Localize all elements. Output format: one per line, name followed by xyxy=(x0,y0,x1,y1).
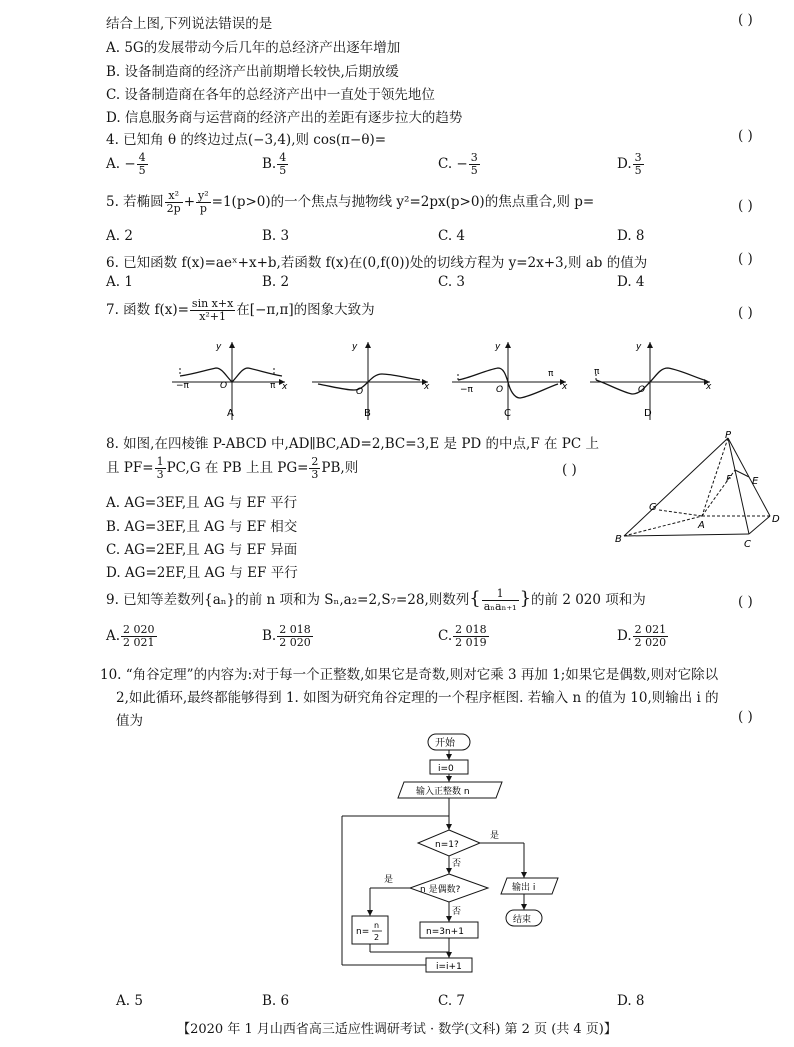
q4-a-num: 4 xyxy=(138,151,146,164)
q4-option-b-prefix: B. xyxy=(262,156,277,172)
q9-a-den: 2 021 xyxy=(123,636,155,649)
q9-stem xyxy=(106,588,646,613)
q7-stem-suffix: 在[−π,π]的图象大致为 xyxy=(236,302,375,318)
q4-option-c xyxy=(438,152,481,177)
q5-plus: + xyxy=(183,194,196,210)
q4-option-b xyxy=(262,152,289,177)
q5-f2-num: y² xyxy=(198,189,209,202)
q8-label-d: D xyxy=(772,514,780,525)
q6-option-d: D. 4 xyxy=(617,274,645,290)
q7-a-pi-label: π xyxy=(270,381,276,391)
q9-option-d xyxy=(617,624,669,649)
q5-fraction-y xyxy=(196,190,211,215)
q5-f2-den: p xyxy=(199,202,207,215)
flow-end: 结束 xyxy=(513,915,532,925)
q7-c-pi-label: π xyxy=(548,369,554,379)
q7-c-y-label: y xyxy=(495,342,501,352)
flow-inc: i=i+1 xyxy=(436,962,462,972)
q7-c-origin-label: O xyxy=(496,385,504,395)
q10-stem-line2: 2,如此循环,最终都能够得到 1. 如图为研究角谷定理的一个程序框图. 若输入 n 的值为 10,则输出 i 的 xyxy=(116,690,719,706)
q10-stem-line3: 值为 xyxy=(116,713,143,729)
q8-f2-den: 3 xyxy=(311,468,319,481)
flow-even: n= xyxy=(356,927,370,937)
flow-no1: 否 xyxy=(452,859,462,869)
q9-d-den: 2 020 xyxy=(634,636,667,649)
q9-c-num: 2 018 xyxy=(455,623,487,636)
q7-b-x-label: x xyxy=(424,382,430,392)
q3-option-b: B. 设备制造商的经济产出前期增长较快,后期放缓 xyxy=(106,64,399,80)
q7-b-y-label: y xyxy=(352,342,358,352)
q7-stem-prefix: 7. 函数 f(x)= xyxy=(106,302,189,318)
flow-yes2: 是 xyxy=(384,875,394,885)
q3-option-a: A. 5G的发展带动今后几年的总经济产出逐年增加 xyxy=(106,40,401,56)
q9-stem-suffix: 的前 2 020 项和为 xyxy=(531,592,646,608)
q7-f-num: sin x+x xyxy=(191,297,234,310)
q6-stem: 6. 已知函数 f(x)=aeˣ+x+b,若函数 f(x)在(0,f(0))处的切线方程为 y=2x+3,则 ab 的值为 xyxy=(106,255,648,271)
q10-option-b: B. 6 xyxy=(262,993,290,1009)
q4-option-a xyxy=(106,152,149,177)
q10-flowchart xyxy=(330,730,570,986)
q4-option-d-fraction xyxy=(633,152,644,177)
q7-c-x-label: x xyxy=(562,382,568,392)
q7-a-origin-label: O xyxy=(220,381,228,391)
q4-option-d xyxy=(617,152,645,177)
q9-option-d-prefix: D. xyxy=(617,628,632,644)
q5-option-a: A. 2 xyxy=(106,228,133,244)
q9-option-a-prefix: A. xyxy=(106,628,121,644)
q7-c-caption: C xyxy=(504,408,511,419)
q7-d-caption: D xyxy=(644,408,652,419)
q8-label-e: E xyxy=(752,476,759,487)
flow-even-den: 2 xyxy=(374,933,380,942)
q8-answer-paren: ( ) xyxy=(562,462,577,478)
q8-line2-suffix: PB,则 xyxy=(321,460,359,476)
q4-d-num: 3 xyxy=(634,151,642,164)
q8-option-a: A. AG=3EF,且 AG 与 EF 平行 xyxy=(106,495,298,511)
q3-option-c: C. 设备制造商在各年的总经济产出中一直处于领先地位 xyxy=(106,87,435,103)
q9-option-c xyxy=(438,624,490,649)
q9-fraction xyxy=(482,588,519,613)
q7-a-neg-pi-label: −π xyxy=(176,381,189,391)
q5-f1-num: x² xyxy=(165,190,183,203)
q7-fraction xyxy=(190,298,235,323)
q8-label-b: B xyxy=(615,534,622,545)
q4-option-c-fraction xyxy=(469,152,480,177)
flow-input: 输入正整数 n xyxy=(416,787,470,797)
q8-f2-num: 2 xyxy=(311,455,319,468)
q10-answer-paren: ( ) xyxy=(738,709,753,725)
q4-option-b-fraction xyxy=(277,152,288,177)
q10-option-c: C. 7 xyxy=(438,993,466,1009)
flow-output: 输出 i xyxy=(512,883,536,893)
q8-option-d: D. AG=2EF,且 AG 与 EF 平行 xyxy=(106,565,298,581)
q8-pyramid-figure xyxy=(612,430,784,554)
q4-c-den: 5 xyxy=(470,164,478,177)
q10-option-d: D. 8 xyxy=(617,993,645,1009)
q4-c-num: 3 xyxy=(470,151,478,164)
q8-label-f: F xyxy=(726,474,732,485)
q7-f-den: x²+1 xyxy=(199,310,227,323)
q9-b-den: 2 020 xyxy=(279,636,311,649)
q5-option-d: D. 8 xyxy=(617,228,645,244)
q8-f1-den: 3 xyxy=(156,468,164,481)
q5-stem-prefix: 5. 若椭圆 xyxy=(106,194,164,210)
q10-option-a: A. 5 xyxy=(116,993,143,1009)
q9-option-a-fraction xyxy=(121,624,157,649)
q9-option-c-fraction xyxy=(453,624,489,649)
q3-answer-paren: ( ) xyxy=(738,12,753,28)
q8-option-c: C. AG=2EF,且 AG 与 EF 异面 xyxy=(106,542,298,558)
q4-option-a-fraction xyxy=(137,152,148,177)
q9-option-c-prefix: C. xyxy=(438,628,453,644)
q10-stem-line1: 10. “角谷定理”的内容为:对于每一个正整数,如果它是奇数,则对它乘 3 再加 1;如果它是偶数,则对它除以 xyxy=(100,667,719,683)
q9-option-a xyxy=(106,624,158,649)
q9-a-num: 2 020 xyxy=(123,623,155,636)
q4-option-a-prefix: A. − xyxy=(106,156,136,172)
q9-answer-paren: ( ) xyxy=(738,594,753,610)
q7-graph-c xyxy=(452,342,568,420)
page-footer: 【2020 年 1 月山西省高三适应性调研考试 · 数学(文科) 第 2 页 (共 4 页)】 xyxy=(177,1022,617,1037)
q8-fraction-pg xyxy=(309,456,320,481)
q9-f-num: 1 xyxy=(482,588,519,601)
q5-f1-den: 2p xyxy=(166,202,181,215)
q8-line2-prefix: 且 PF= xyxy=(106,460,154,476)
flow-no2: 否 xyxy=(452,907,462,917)
q9-c-den: 2 019 xyxy=(455,636,487,649)
q5-fraction-x xyxy=(165,190,183,215)
q8-stem-line1: 8. 如图,在四棱锥 P-ABCD 中,AD∥BC,AD=2,BC=3,E 是 PD 的中点,F 在 PC 上 xyxy=(106,436,599,452)
q9-option-b-fraction xyxy=(277,624,313,649)
flow-yes1: 是 xyxy=(490,831,500,841)
q4-option-c-prefix: C. − xyxy=(438,156,468,172)
q9-b-num: 2 018 xyxy=(279,623,311,636)
q8-option-b: B. AG=3EF,且 AG 与 EF 相交 xyxy=(106,519,298,535)
q6-option-c: C. 3 xyxy=(438,274,466,290)
q9-stem-prefix: 9. 已知等差数列{aₙ}的前 n 项和为 Sₙ,a₂=2,S₇=28,则数列 xyxy=(106,592,470,608)
flow-cond1: n=1? xyxy=(435,840,459,850)
q7-d-pi-label: π xyxy=(594,367,600,377)
q4-b-num: 4 xyxy=(279,151,287,164)
q7-b-caption: B xyxy=(364,408,371,419)
q4-a-den: 5 xyxy=(138,164,146,177)
q8-fraction-pf xyxy=(155,456,166,481)
q6-option-b: B. 2 xyxy=(262,274,290,290)
q7-b-origin-label: O xyxy=(356,387,364,397)
q7-a-y-label: y xyxy=(216,342,222,352)
q9-f-den: aₙaₙ₊₁ xyxy=(483,600,517,613)
q7-graph-d xyxy=(590,342,712,420)
q7-answer-paren: ( ) xyxy=(738,305,753,321)
q4-d-den: 5 xyxy=(634,164,642,177)
q7-d-origin-label: O xyxy=(638,385,646,395)
q9-d-num: 2 021 xyxy=(634,623,667,636)
flow-init: i=0 xyxy=(438,764,454,774)
q8-f1-num: 1 xyxy=(156,455,164,468)
q7-c-neg-pi-label: −π xyxy=(460,385,473,395)
flow-cond2: n 是偶数? xyxy=(420,885,461,895)
q4-b-den: 5 xyxy=(279,164,287,177)
q9-brace-right: } xyxy=(519,588,532,609)
q6-answer-paren: ( ) xyxy=(738,251,753,267)
q7-graph-a xyxy=(172,342,288,420)
q9-option-d-fraction xyxy=(633,624,669,649)
q5-option-c: C. 4 xyxy=(438,228,466,244)
q9-brace-left: { xyxy=(469,588,481,609)
q7-d-x-label: x xyxy=(706,382,712,392)
q9-option-b-prefix: B. xyxy=(262,628,277,644)
q5-stem xyxy=(106,190,594,215)
q4-option-d-prefix: D. xyxy=(617,156,632,172)
q4-stem: 4. 已知角 θ 的终边过点(−3,4),则 cos(π−θ)= xyxy=(106,132,387,148)
flow-odd: n=3n+1 xyxy=(426,927,464,937)
q5-answer-paren: ( ) xyxy=(738,198,753,214)
q8-label-c: C xyxy=(744,539,751,550)
q8-label-p: P xyxy=(725,430,732,441)
q8-label-a: A xyxy=(698,520,705,531)
flow-even-num: n xyxy=(374,921,380,930)
q7-d-y-label: y xyxy=(636,342,642,352)
q7-graph-options xyxy=(170,338,730,424)
q8-label-g: G xyxy=(649,502,657,513)
q8-line2-middle: PC,G 在 PB 上且 PG= xyxy=(166,460,309,476)
flow-start: 开始 xyxy=(435,738,455,749)
q9-option-b xyxy=(262,624,314,649)
q7-graph-b xyxy=(312,342,430,420)
q8-stem-line2 xyxy=(106,456,358,481)
q7-a-x-label: x xyxy=(282,382,288,392)
q5-option-b: B. 3 xyxy=(262,228,290,244)
q5-stem-suffix: =1(p>0)的一个焦点与抛物线 y²=2px(p>0)的焦点重合,则 p= xyxy=(211,194,595,210)
q3-stem: 结合上图,下列说法错误的是 xyxy=(106,16,273,32)
q6-option-a: A. 1 xyxy=(106,274,133,290)
q3-option-d: D. 信息服务商与运营商的经济产出的差距有逐步拉大的趋势 xyxy=(106,110,463,126)
q4-answer-paren: ( ) xyxy=(738,128,753,144)
q7-stem xyxy=(106,298,375,323)
q7-a-caption: A xyxy=(227,408,234,419)
